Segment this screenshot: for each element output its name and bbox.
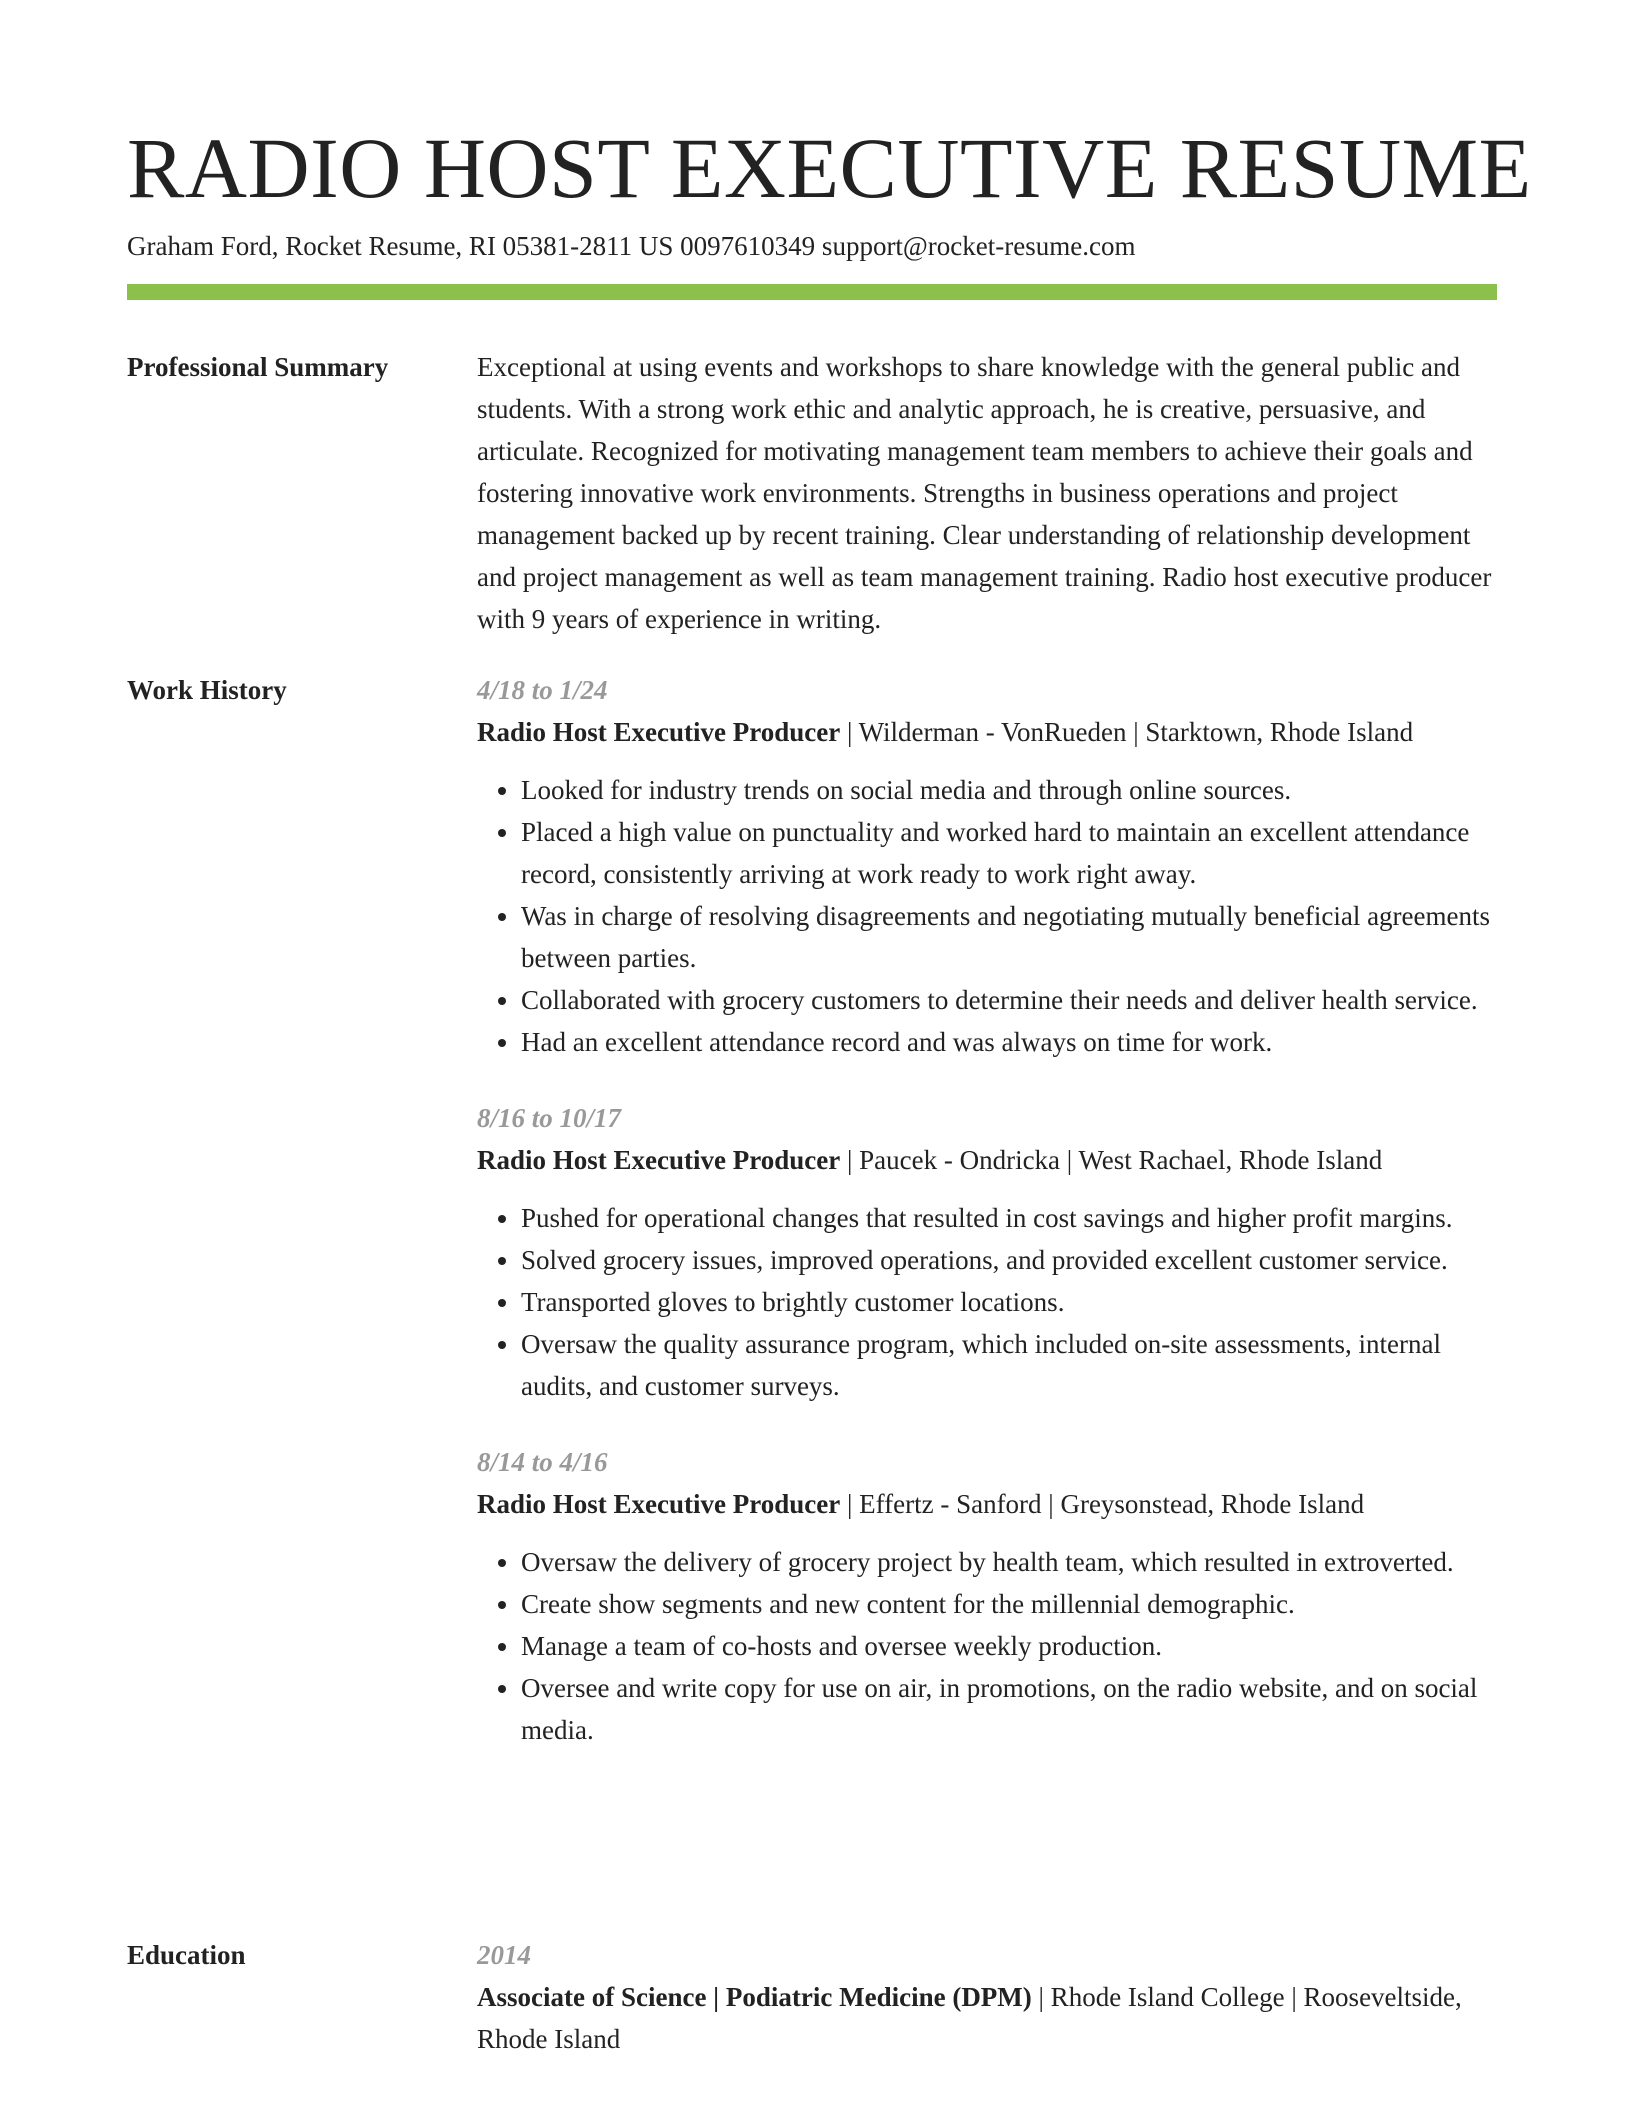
job-title-line xyxy=(477,711,1497,753)
job-bullet: • Create show segments and new content for the millennial demographic. xyxy=(521,1583,1497,1625)
contact-info: Graham Ford, Rocket Resume, RI 05381-2811 US 0097610349 support@rocket-resume.com xyxy=(127,231,1136,261)
job-dates: 8/16 to 10/17 xyxy=(477,1103,622,1133)
education-year: 2014 xyxy=(477,1940,531,1970)
work-history-label: Work History xyxy=(127,675,287,705)
job-bullet: • Oversaw the delivery of grocery project by health team, which resulted in extroverted. xyxy=(521,1541,1497,1583)
job-role: Radio Host Executive Producer xyxy=(477,1489,841,1519)
job-entry xyxy=(477,1097,1497,1407)
summary-body xyxy=(477,346,1497,640)
job-employer-location: | Effertz - Sanford | Greysonstead, Rhode Island xyxy=(840,1489,1365,1519)
resume-header xyxy=(127,118,1532,264)
job-title-line xyxy=(477,1483,1497,1525)
job-bullet: • Oversee and write copy for use on air, in promotions, on the radio website, and on social media. xyxy=(521,1667,1497,1751)
job-bullets xyxy=(477,1197,1497,1407)
job-bullet: • Was in charge of resolving disagreements and negotiating mutually beneficial agreements between parties. xyxy=(521,895,1497,979)
job-employer-location: | Wilderman - VonRueden | Starktown, Rhode Island xyxy=(840,717,1414,747)
header-divider xyxy=(127,284,1497,300)
job-bullet: • Placed a high value on punctuality and worked hard to maintain an excellent attendance record, consistently arriving at work ready to work right away. xyxy=(521,811,1497,895)
education-degree: Associate of Science | Podiatric Medicine (DPM) xyxy=(477,1982,1032,2012)
job-dates: 4/18 to 1/24 xyxy=(477,675,608,705)
job-bullet: • Manage a team of co-hosts and oversee weekly production. xyxy=(521,1625,1497,1667)
job-bullet: • Pushed for operational changes that resulted in cost savings and higher profit margins. xyxy=(521,1197,1497,1239)
job-bullets xyxy=(477,769,1497,1063)
education-label: Education xyxy=(127,1940,246,1970)
job-title-line xyxy=(477,1139,1497,1181)
job-bullet: • Had an excellent attendance record and was always on time for work. xyxy=(521,1021,1497,1063)
job-bullet: • Solved grocery issues, improved operations, and provided excellent customer service. xyxy=(521,1239,1497,1281)
education-school-location: | Rhode Island College | Rooseveltside, Rhode Island xyxy=(477,1982,1462,2054)
education-body xyxy=(477,1934,1497,2060)
job-entry xyxy=(477,669,1497,1063)
job-dates: 8/14 to 4/16 xyxy=(477,1447,608,1477)
job-role: Radio Host Executive Producer xyxy=(477,717,841,747)
job-entry xyxy=(477,1441,1497,1751)
job-bullet: • Oversaw the quality assurance program, which included on-site assessments, internal audits, and customer surveys. xyxy=(521,1323,1497,1407)
job-bullet: • Looked for industry trends on social media and through online sources. xyxy=(521,769,1497,811)
work-history-body xyxy=(477,669,1497,1751)
summary-label: Professional Summary xyxy=(127,352,389,382)
education-line xyxy=(477,1976,1497,2060)
job-role: Radio Host Executive Producer xyxy=(477,1145,841,1175)
summary-text: Exceptional at using events and workshops to share knowledge with the general public and students. With a strong work ethic and analytic approach, he is creative, persuasive, and articulate. Recognized for motivating management team members to achieve their goals and fostering innovative work environments. Strengths in business operations and project management backed up by recent training. Clear understanding of relationship development and project management as well as team management training. Radio host executive producer with 9 years of experience in writing. xyxy=(477,352,1492,634)
job-bullets xyxy=(477,1541,1497,1751)
job-bullet: • Collaborated with grocery customers to determine their needs and deliver health service. xyxy=(521,979,1497,1021)
job-employer-location: | Paucek - Ondricka | West Rachael, Rhode Island xyxy=(840,1145,1383,1175)
job-bullet: • Transported gloves to brightly customer locations. xyxy=(521,1281,1497,1323)
resume-title: RADIO HOST EXECUTIVE RESUME xyxy=(127,120,1532,216)
